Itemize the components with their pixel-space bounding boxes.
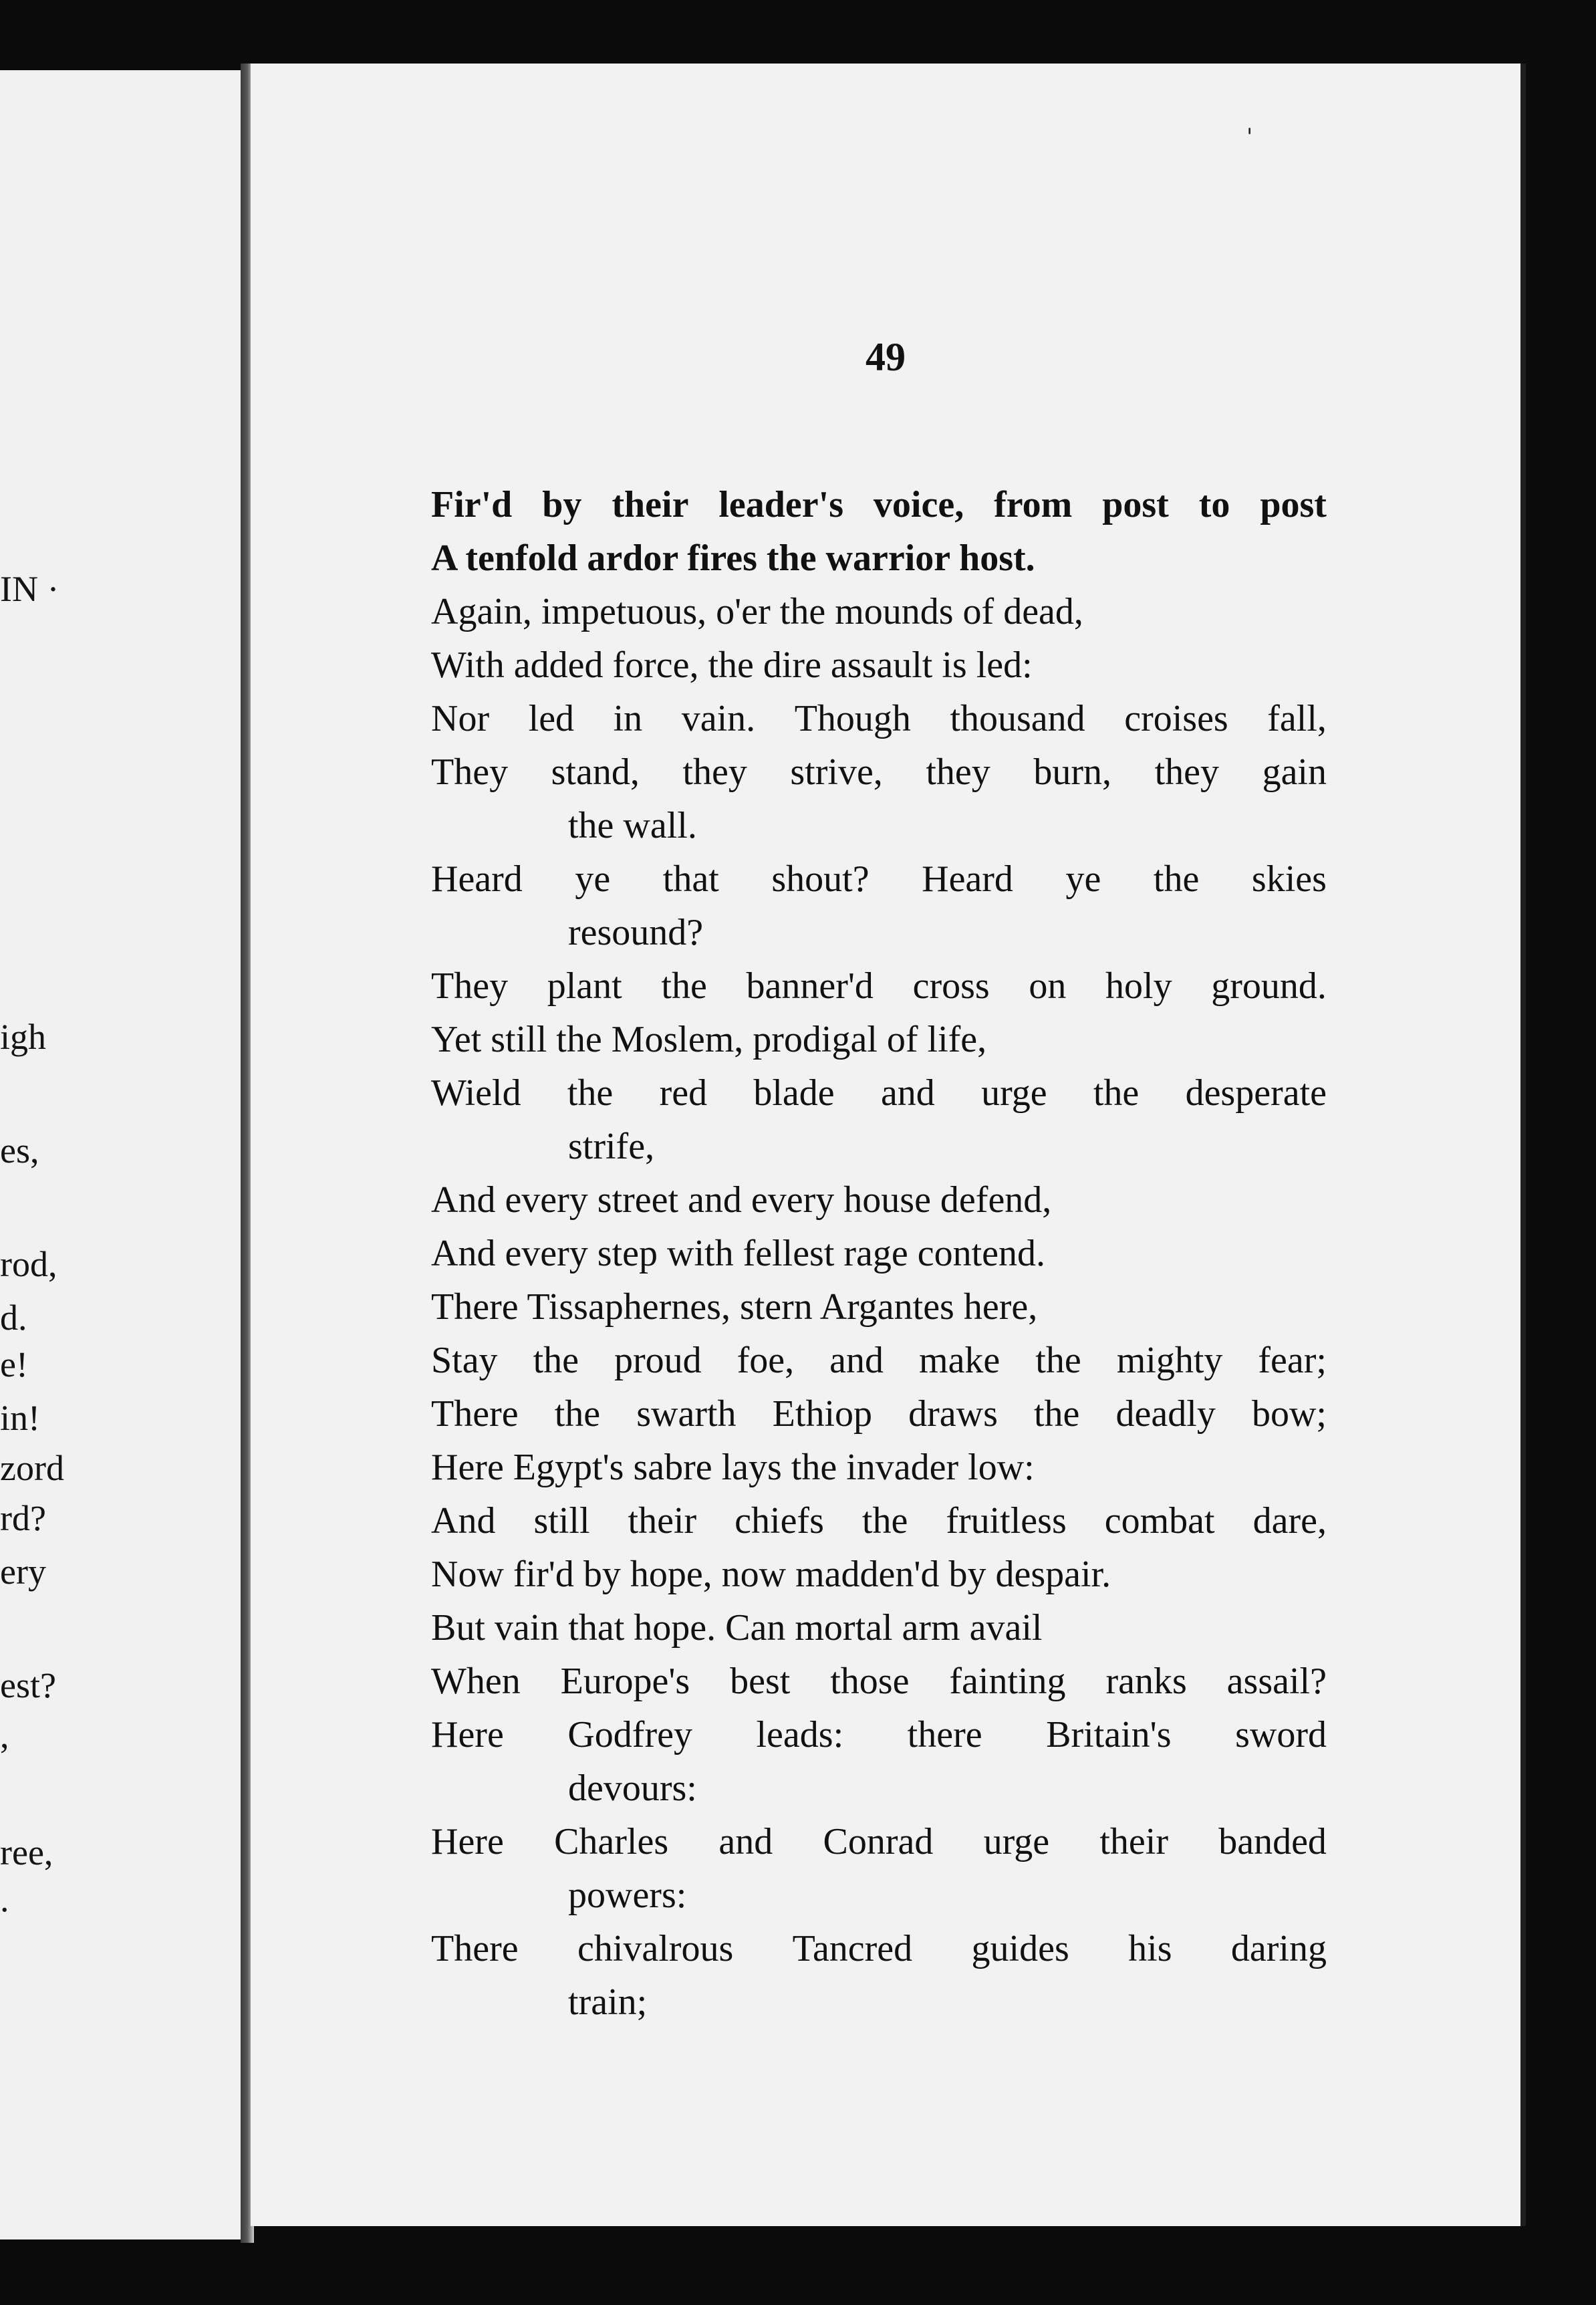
left-page <box>0 70 247 2239</box>
poem-line: strife, <box>568 1126 655 1167</box>
left-page-fragment: ree, <box>0 1832 53 1872</box>
poem-line: Fir'd by their leader's voice, from post to post <box>431 484 1327 525</box>
left-page-fragment: IN · <box>0 569 59 609</box>
poem-line: They stand, they strive, they burn, they gain <box>431 751 1327 793</box>
left-page-fragment: zord <box>0 1448 64 1488</box>
left-page-fragment: e! <box>0 1344 28 1384</box>
left-page-fragment: . <box>0 1879 9 1919</box>
poem-line: And every step with fellest rage contend. <box>431 1233 1046 1274</box>
poem-line: Wield the red blade and urge the desperate <box>431 1072 1327 1114</box>
poem-line: Again, impetuous, o'er the mounds of dead, <box>431 591 1083 632</box>
poem-line: powers: <box>568 1874 687 1916</box>
poem-line: Now fir'd by hope, now madden'd by despair. <box>431 1554 1111 1595</box>
left-page-fragment: es, <box>0 1130 39 1171</box>
poem-line: A tenfold ardor fires the warrior host. <box>431 537 1035 579</box>
left-page-fragment: in! <box>0 1398 40 1438</box>
poem-line: There the swarth Ethiop draws the deadly bow; <box>431 1393 1327 1435</box>
poem-line: With added force, the dire assault is led: <box>431 644 1033 686</box>
poem-line: There chivalrous Tancred guides his daring <box>431 1928 1327 1969</box>
poem-line: But vain that hope. Can mortal arm avail <box>431 1607 1043 1649</box>
poem-line: Here Godfrey leads: there Britain's sword <box>431 1714 1327 1755</box>
poem-line: There Tissaphernes, stern Argantes here, <box>431 1286 1038 1328</box>
poem-text <box>431 478 1327 2029</box>
poem-line: Yet still the Moslem, prodigal of life, <box>431 1019 987 1060</box>
poem-line: Stay the proud foe, and make the mighty fear; <box>431 1340 1327 1381</box>
poem-line: And every street and every house defend, <box>431 1179 1052 1221</box>
poem-line: Heard ye that shout? Heard ye the skies <box>431 858 1327 900</box>
page-mark: ' <box>1246 124 1253 150</box>
left-page-fragment: est? <box>0 1665 56 1705</box>
page-number: 49 <box>866 335 906 379</box>
poem-line: And still their chiefs the fruitless combat dare, <box>431 1500 1327 1542</box>
left-page-fragment: rod, <box>0 1244 57 1284</box>
poem-line: They plant the banner'd cross on holy ground. <box>431 965 1327 1007</box>
poem-line: Nor led in vain. Though thousand croises fall, <box>431 698 1327 739</box>
poem-line: Here Charles and Conrad urge their banded <box>431 1821 1327 1862</box>
left-page-fragment: igh <box>0 1017 47 1057</box>
poem-line: Here Egypt's sabre lays the invader low: <box>431 1447 1035 1488</box>
poem-line: When Europe's best those fainting ranks assail? <box>431 1661 1327 1702</box>
left-page-fragment: , <box>0 1715 9 1755</box>
left-page-fragment: ery <box>0 1552 46 1592</box>
poem-line: resound? <box>568 912 704 953</box>
poem-line: the wall. <box>568 805 697 846</box>
left-page-fragment: d. <box>0 1298 27 1338</box>
left-page-fragment: rd? <box>0 1498 46 1538</box>
poem-line: train; <box>568 1981 648 2023</box>
poem-line: devours: <box>568 1768 697 1809</box>
right-page <box>251 64 1526 2226</box>
